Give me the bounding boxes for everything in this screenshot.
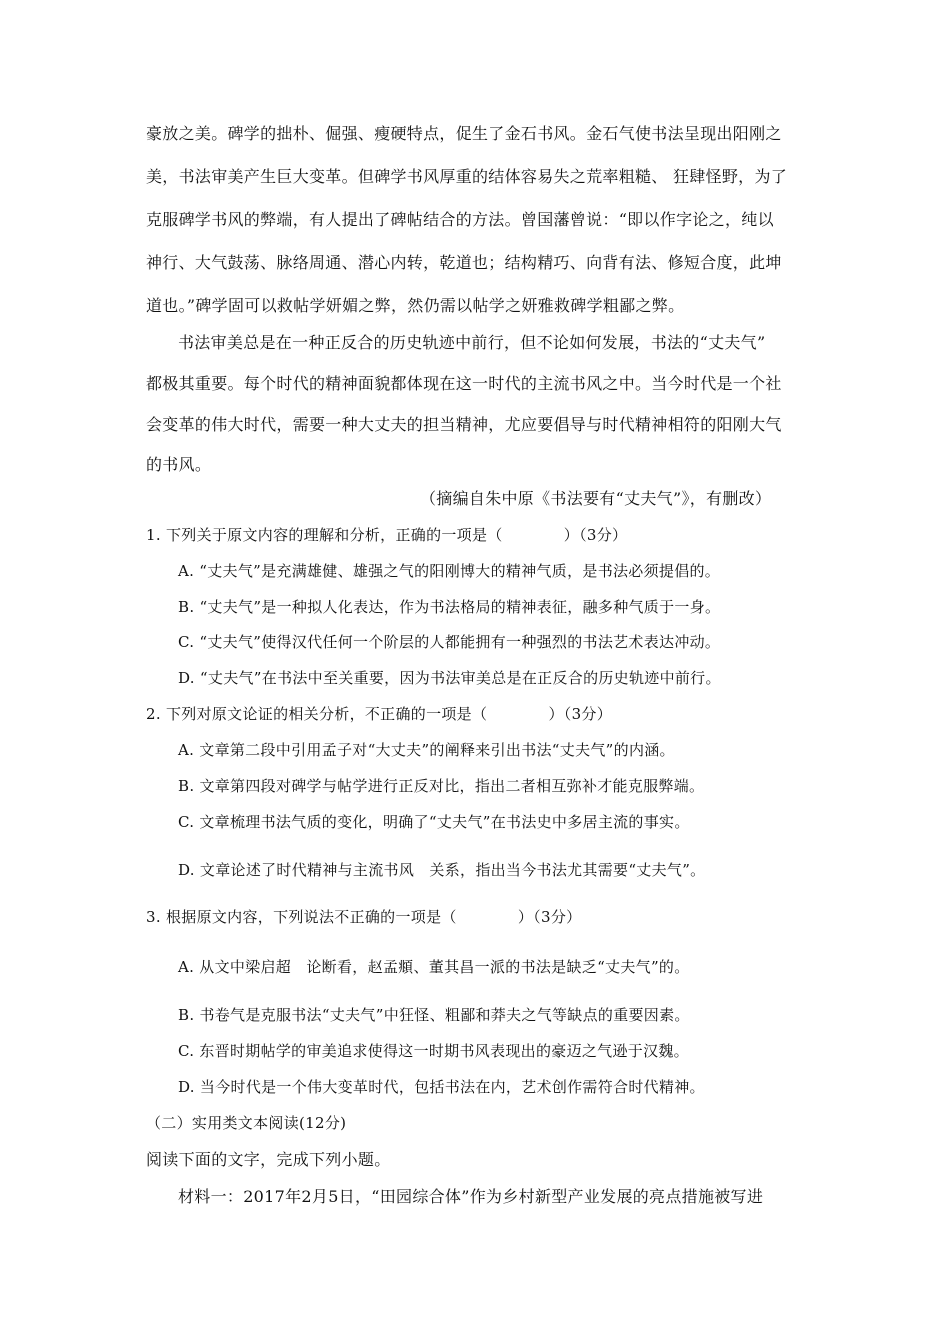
question-3-option-a: A. 从文中梁启超 论断看，赵孟頫、董其昌一派的书法是缺乏“丈夫气”的。: [178, 958, 690, 976]
passage-line-6: 书法审美总是在一种正反合的历史轨迹中前行，但不论如何发展，书法的“丈夫气”: [178, 333, 766, 352]
question-1-option-a: A. “丈夫气”是充满雄健、雄强之气的阳刚博大的精神气质，是书法必须提倡的。: [178, 562, 721, 580]
question-3-stem: 3. 根据原文内容，下列说法不正确的一项是（ ）（3分）: [146, 908, 582, 926]
question-3-option-b: B. 书卷气是克服书法“丈夫气”中狂怪、粗鄙和莽夫之气等缺点的重要因素。: [178, 1006, 690, 1024]
section-2-instruction: 阅读下面的文字，完成下列小题。: [146, 1150, 391, 1169]
question-3-option-c: C. 东晋时期帖学的审美追求使得这一时期书风表现出的豪迈之气逊于汉魏。: [178, 1042, 689, 1060]
passage-line-1: 豪放之美。碑学的拙朴、倔强、瘦硬特点，促生了金石书风。金石气使书法呈现出阳刚之: [146, 124, 782, 143]
question-2-option-c: C. 文章梳理书法气质的变化，明确了“丈夫气”在书法史中多居主流的事实。: [178, 813, 690, 831]
question-1-option-b: B. “丈夫气”是一种拟人化表达，作为书法格局的精神表征，融多种气质于一身。: [178, 598, 721, 616]
passage-line-8: 会变革的伟大时代，需要一种大丈夫的担当精神，尤应要倡导与时代精神相符的阳刚大气: [146, 415, 782, 434]
question-2-option-a: A. 文章第二段中引用孟子对“大丈夫”的阐释来引出书法“丈夫气”的内涵。: [178, 741, 675, 759]
passage-line-3: 克服碑学书风的弊端，有人提出了碑帖结合的方法。曾国藩曾说：“即以作字论之，纯以: [146, 210, 774, 229]
passage-source: （摘编自朱中原《书法要有“丈夫气”》，有删改）: [420, 489, 772, 508]
section-2-material-start: 材料一：2017年2月5日，“田园综合体”作为乡村新型产业发展的亮点措施被写进: [178, 1187, 764, 1206]
question-2-stem: 2. 下列对原文论证的相关分析，不正确的一项是（ ）（3分）: [146, 705, 613, 723]
passage-line-9: 的书风。: [146, 455, 212, 474]
section-2-heading: （二）实用类文本阅读(12分): [146, 1114, 347, 1132]
question-2-option-b: B. 文章第四段对碑学与帖学进行正反对比，指出二者相互弥补才能克服弊端。: [178, 777, 705, 795]
passage-line-4: 神行、大气鼓荡、脉络周通、潜心内转，乾道也；结构精巧、向背有法、修短合度，此坤: [146, 253, 782, 272]
question-1-stem: 1. 下列关于原文内容的理解和分析，正确的一项是（ ）（3分）: [146, 526, 628, 544]
passage-line-5: 道也。”碑学固可以救帖学妍媚之弊，然仍需以帖学之妍雅救碑学粗鄙之弊。: [146, 296, 685, 315]
question-2-option-d: D. 文章论述了时代精神与主流书风 关系，指出当今书法尤其需要“丈夫气”。: [178, 861, 706, 879]
passage-line-2: 美，书法审美产生巨大变革。但碑学书风厚重的结体容易失之荒率粗糙、 狂肆怪野，为了: [146, 167, 788, 186]
question-1-option-c: C. “丈夫气”使得汉代任何一个阶层的人都能拥有一种强烈的书法艺术表达冲动。: [178, 633, 721, 651]
question-3-option-d: D. 当今时代是一个伟大变革时代，包括书法在内，艺术创作需符合时代精神。: [178, 1078, 705, 1096]
question-1-option-d: D. “丈夫气”在书法中至关重要，因为书法审美总是在正反合的历史轨迹中前行。: [178, 669, 721, 687]
passage-line-7: 都极其重要。每个时代的精神面貌都体现在这一时代的主流书风之中。当今时代是一个社: [146, 374, 782, 393]
